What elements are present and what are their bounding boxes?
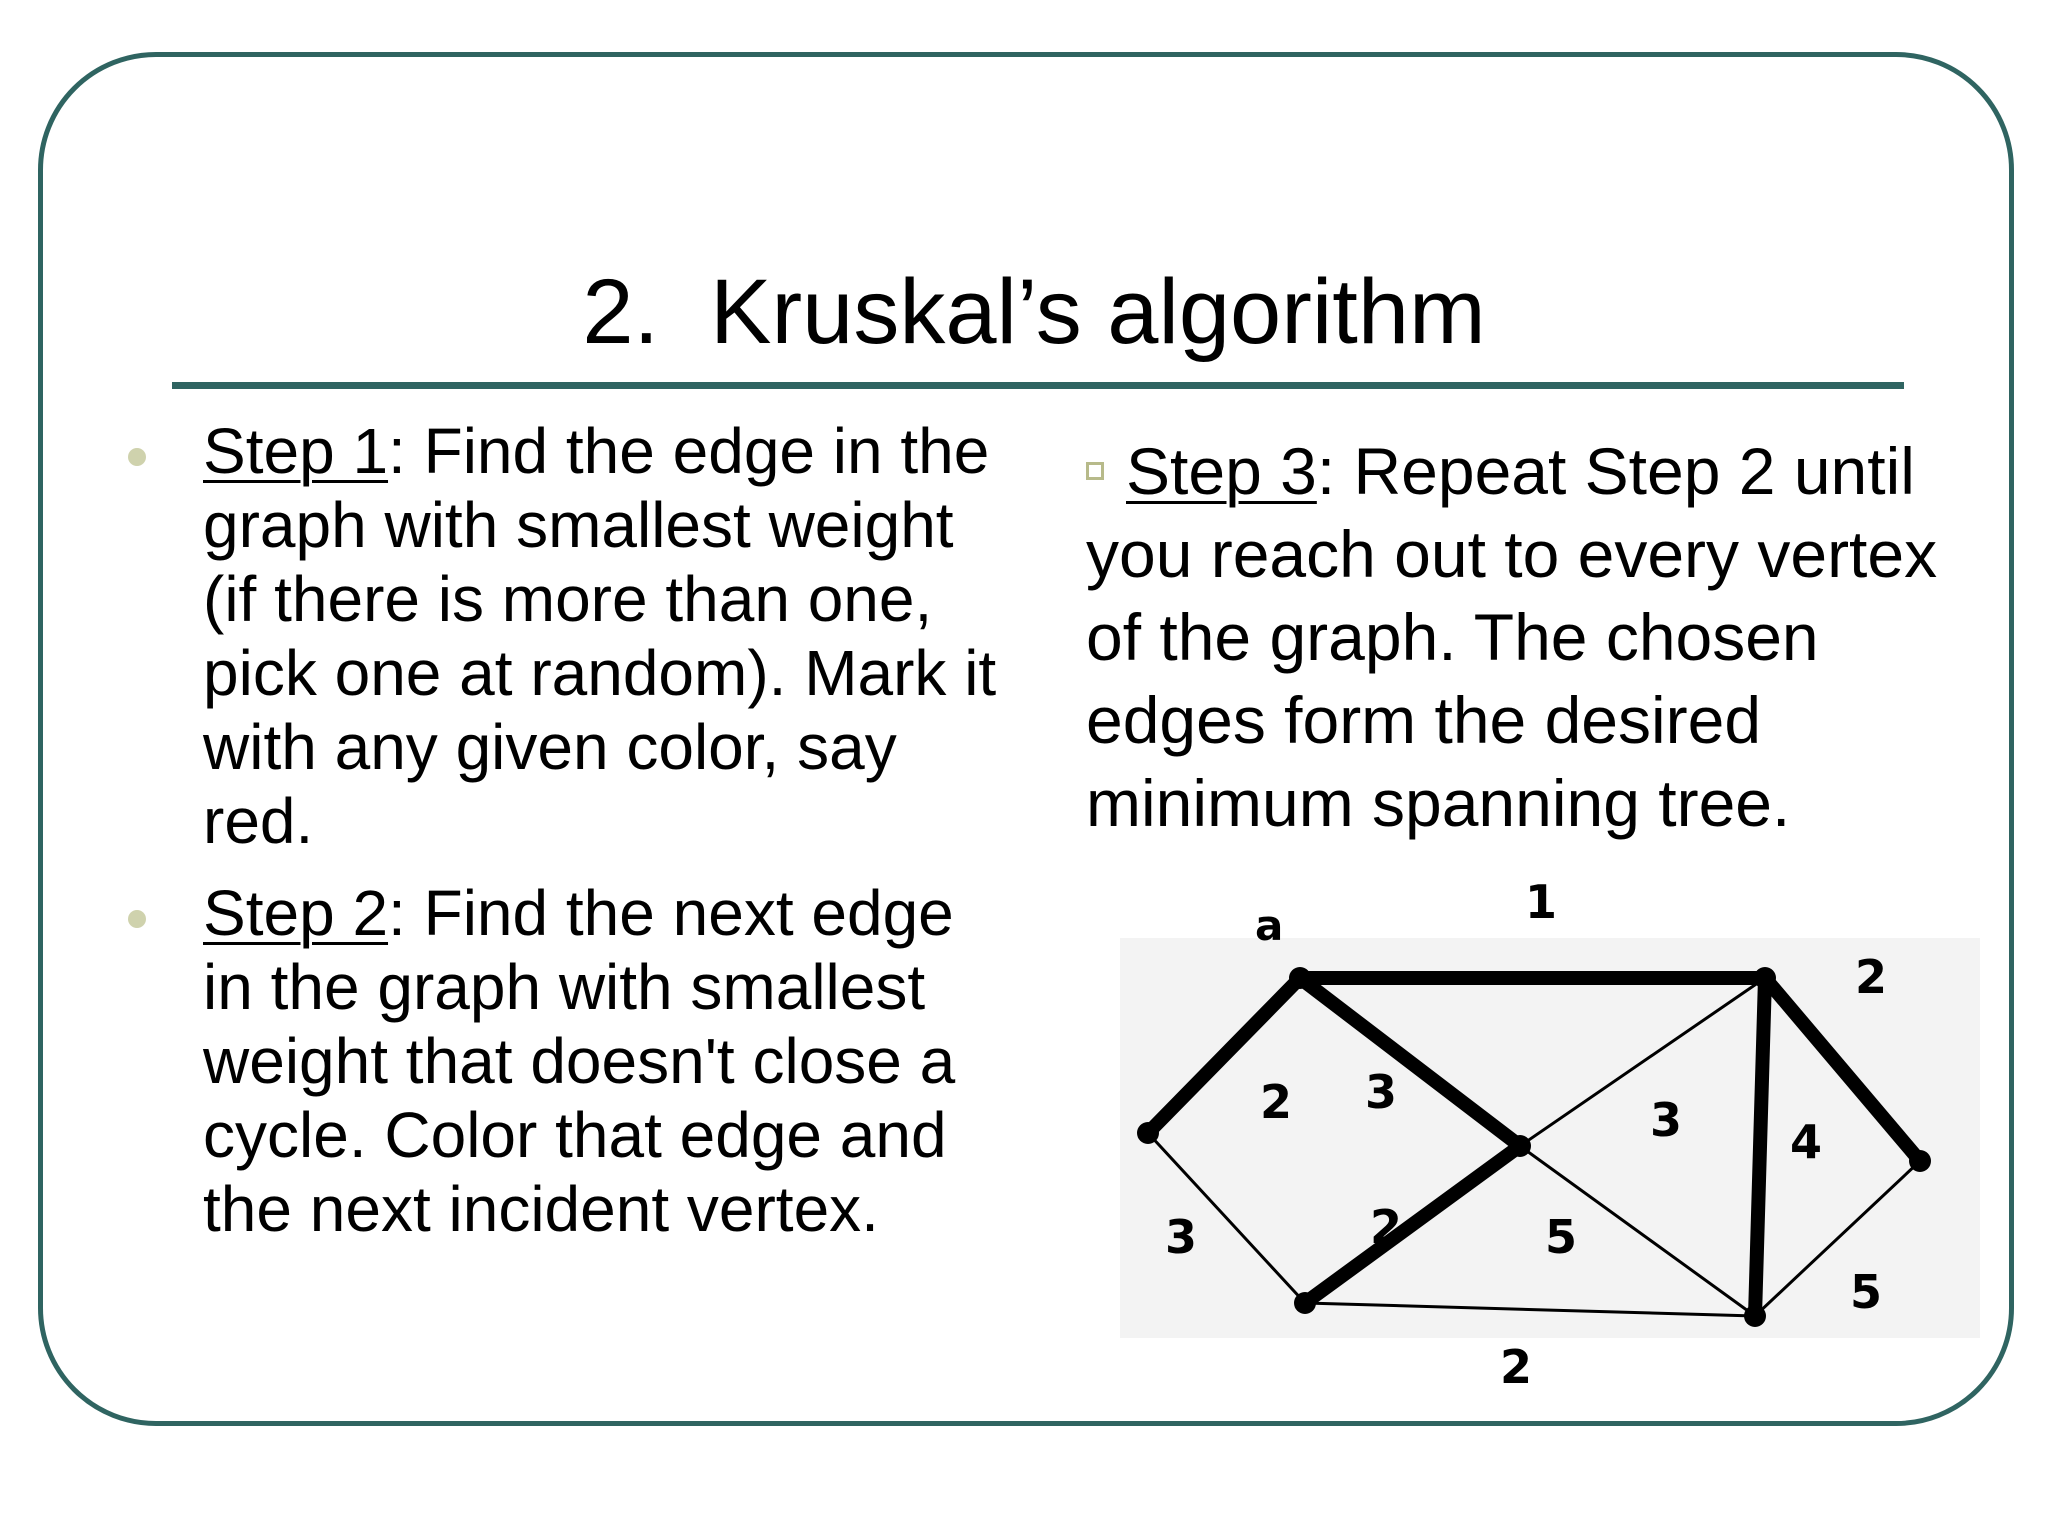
edge-weight-label: 1 xyxy=(1525,875,1558,929)
edge-weight-label: 2 xyxy=(1855,950,1888,1004)
slide-title: 2. Kruskal’s algorithm xyxy=(582,261,1486,363)
step-3-body: : Repeat Step 2 until you reach out to every vertex of the graph. The chosen edges form the desired minimum spanning tree. xyxy=(1086,434,1938,840)
edge-weight-label: 2 xyxy=(1370,1200,1403,1254)
step-1-text xyxy=(203,414,1023,858)
step-2-text xyxy=(203,876,963,1246)
edge-weight-label: 3 xyxy=(1165,1210,1198,1264)
edge-weight-label: 3 xyxy=(1650,1093,1683,1147)
vertex-v_m xyxy=(1509,1135,1531,1157)
round-bullet-icon xyxy=(128,448,146,466)
spanning-tree-graph xyxy=(1120,868,1980,1408)
vertex-v_a xyxy=(1289,967,1311,989)
step-1-body: : Find the edge in the graph with smallest weight (if there is more than one, pick one at random). Mark it with any given color, say red. xyxy=(203,415,997,857)
step-2-label: Step 2 xyxy=(203,877,389,949)
edge-weight-label: 3 xyxy=(1365,1065,1398,1119)
vertex-v_br xyxy=(1744,1305,1766,1327)
edge-weight-label: 5 xyxy=(1850,1265,1883,1319)
square-bullet-icon xyxy=(1086,462,1104,480)
vertex-v_bl xyxy=(1294,1292,1316,1314)
step-1-label: Step 1 xyxy=(203,415,389,487)
edge-weight-label: 2 xyxy=(1260,1075,1293,1129)
step-3-text xyxy=(1086,430,2006,845)
step-3-label: Step 3 xyxy=(1126,434,1317,508)
edge-weight-label: 4 xyxy=(1790,1115,1823,1169)
vertex-label-a: a xyxy=(1255,901,1284,950)
edge-weight-label: 5 xyxy=(1545,1210,1578,1264)
vertex-v_l xyxy=(1137,1122,1159,1144)
edge-weight-label: 2 xyxy=(1500,1340,1533,1394)
vertex-v_r xyxy=(1909,1150,1931,1172)
title-underline-rule xyxy=(172,382,1904,389)
vertex-v_tr xyxy=(1754,967,1776,989)
tree-edge-v_tr-v_br xyxy=(1755,978,1765,1316)
round-bullet-icon xyxy=(128,910,146,928)
step-2-body: : Find the next edge in the graph with smallest weight that doesn't close a cycle. Color that edge and the next incident vertex. xyxy=(203,877,956,1245)
